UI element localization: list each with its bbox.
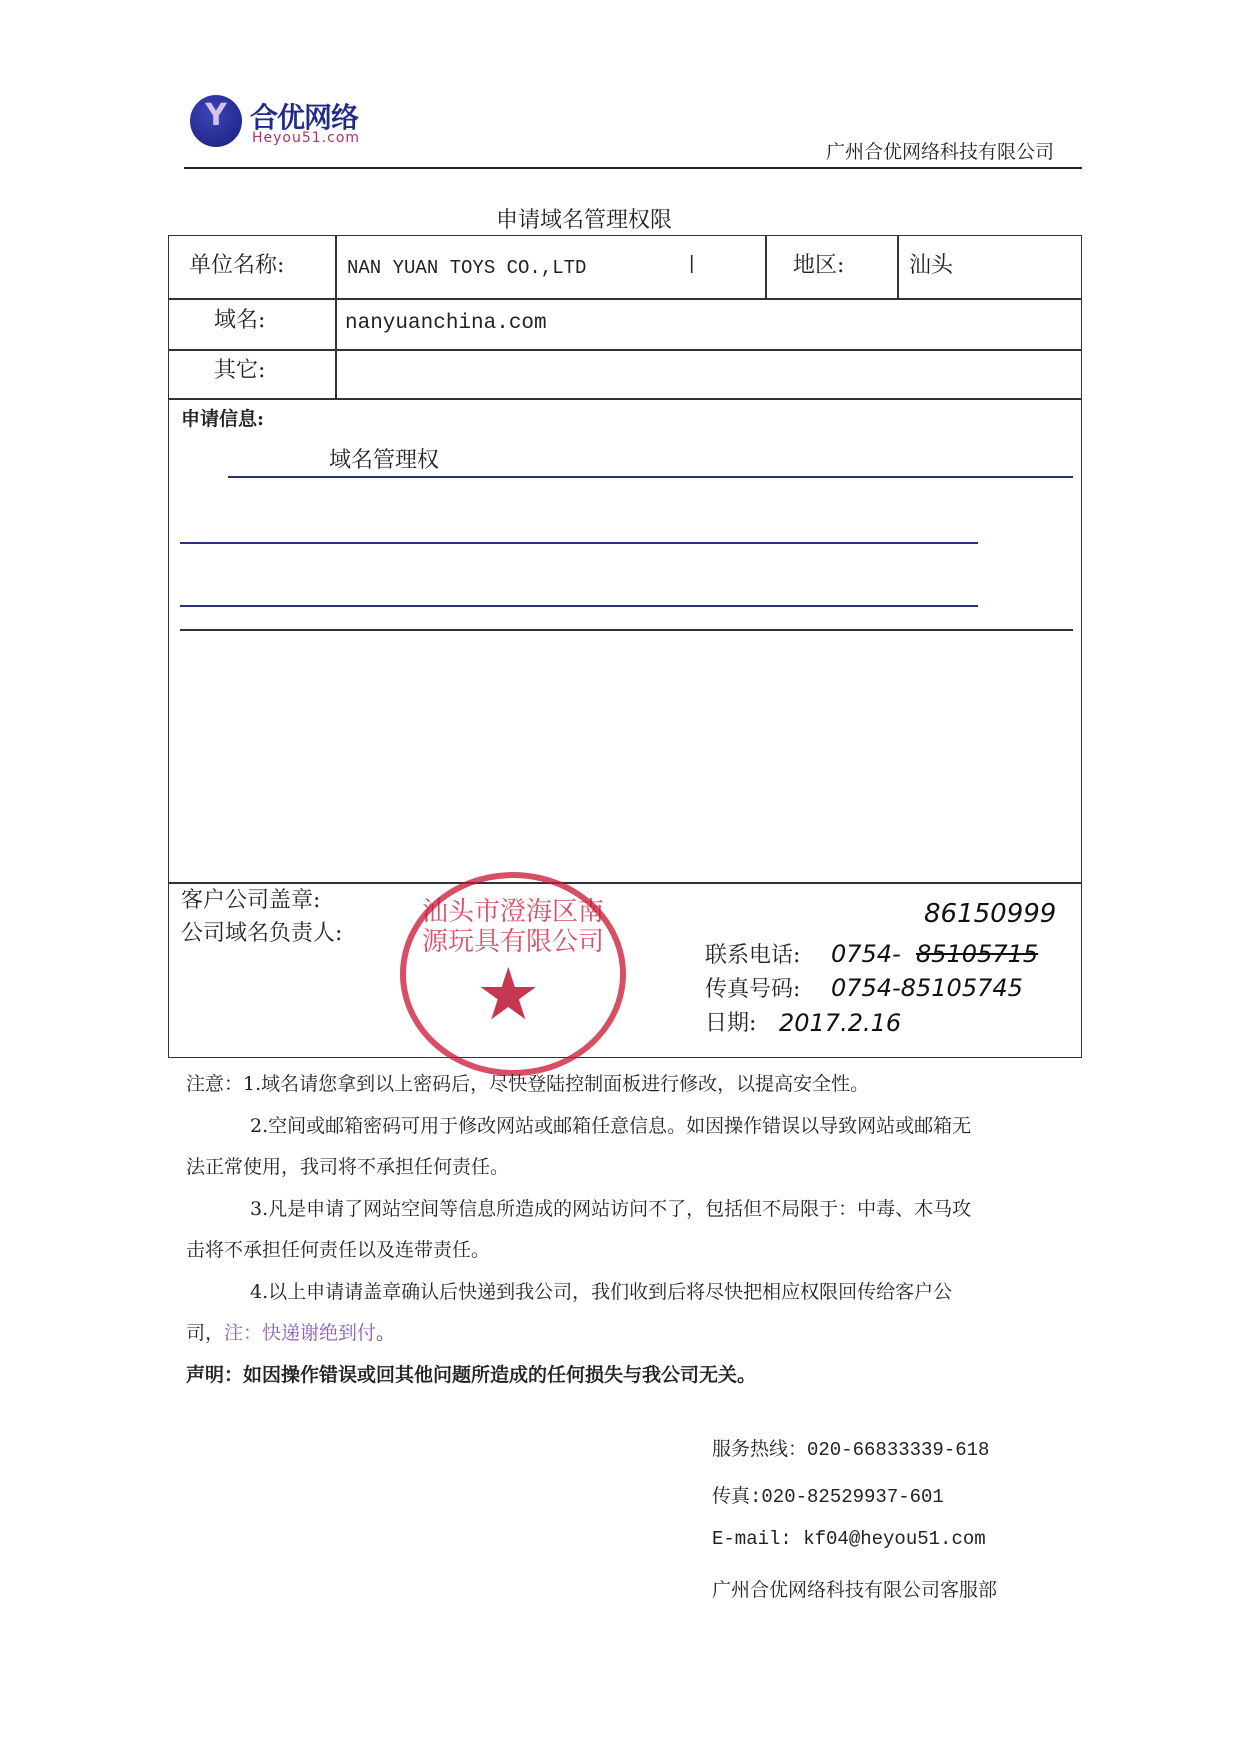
header-divider [184,167,1082,169]
note-4-cont [186,1313,1076,1355]
date-label: 日期: [705,1011,757,1036]
statement: 声明：如因操作错误或回其他问题所造成的任何损失与我公司无关。 [186,1364,757,1386]
logo-url: Heyou51.com [252,130,361,146]
note-2: 2.空间或邮箱密码可用于修改网站或邮箱任意信息。如因操作错误以导致网站或邮箱无 [250,1115,972,1137]
underline [180,542,978,544]
note-3: 3.凡是申请了网站空间等信息所造成的网站访问不了，包括但不局限于：中毒、木马攻 [250,1198,972,1220]
application-form [168,235,1082,1058]
date-value: 2017.2.16 [779,1009,902,1037]
underline [180,605,978,607]
note-3-cont: 击将不承担任何责任以及连带责任。 [186,1239,491,1261]
other-label: 其它: [214,358,266,383]
hotline: 服务热线：020-66833339-618 [712,1439,990,1461]
note-4-post: 。 [376,1322,396,1344]
logo-mark: Y [205,98,227,133]
unit-label: 单位名称: [189,253,285,278]
contact-email[interactable]: E-mail: kf04@heyou51.com [712,1528,986,1550]
note-1: 注意：1.域名请您拿到以上密码后，尽快登陆控制面板进行修改，以提高安全性。 [186,1073,870,1095]
divider [169,398,1081,400]
unit-value: NAN YUAN TOYS CO.,LTD [347,257,587,279]
domain-value: nanyuanchina.com [345,312,547,335]
stamp-label: 客户公司盖章: [181,888,321,913]
apply-info-label: 申请信息: [181,408,265,430]
star-icon: ★ [476,952,541,1036]
phone-value: 0754- [831,940,901,968]
apply-info-value: 域名管理权 [329,448,440,473]
divider [169,882,1081,884]
region-value: 汕头 [909,253,954,278]
service-dept: 广州合优网络科技有限公司客服部 [712,1579,998,1601]
region-label: 地区: [793,253,845,278]
fax-value: 0754-85105745 [831,974,1023,1002]
note-2-cont: 法正常使用，我司将不承担任何责任。 [186,1156,510,1178]
phone-label: 联系电话: [705,943,801,968]
underline [228,476,1073,478]
phone-struck: 85105715 [916,940,1039,968]
seal-text: 汕头市澄海区南源玩具有限公司 [422,897,605,957]
divider [169,349,1081,351]
phone-correction: 86150999 [924,899,1057,929]
note-4: 4.以上申请请盖章确认后快递到我公司，我们收到后将尽快把相应权限回传给客户公 [250,1281,953,1303]
divider [897,236,899,298]
header-company: 广州合优网络科技有限公司 [825,141,1054,163]
contact-fax: 传真:020-82529937-601 [712,1486,944,1508]
note-4-pre: 司， [186,1322,225,1344]
text-cursor: | [686,253,698,275]
divider [169,298,1081,300]
divider [765,236,767,298]
note-4-cod: 注：快递谢绝到付 [224,1322,377,1344]
page-title: 申请域名管理权限 [495,208,672,233]
divider [335,236,337,398]
owner-label: 公司域名负责人: [181,921,343,946]
logo-text: 合优网络 [250,101,359,134]
fax-label: 传真号码: [705,977,801,1002]
domain-label: 域名: [214,308,266,333]
divider [180,629,1073,631]
